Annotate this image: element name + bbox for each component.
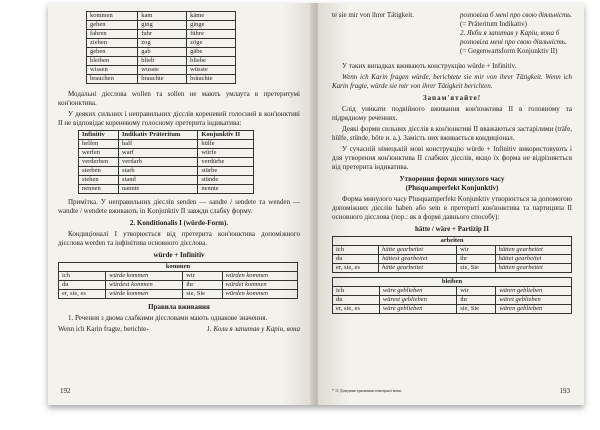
table-cell: du bbox=[333, 255, 379, 264]
table-cell: würde kommen bbox=[106, 272, 183, 281]
avoid-paragraph: Слід уникати подвійного вживання кон'юнктива II в головному та підрядному реченнях. bbox=[332, 105, 572, 122]
table-cell: kam bbox=[138, 12, 187, 21]
table-cell: würfe bbox=[198, 149, 254, 158]
table-cell: brauchen bbox=[87, 75, 138, 84]
table-header-cell: Indikativ Präteritum bbox=[119, 131, 198, 140]
table-row bbox=[333, 305, 572, 314]
rule-1-paragraph: 1. Речення з двома слабкими дієсловами мають однакове значення. bbox=[68, 314, 268, 322]
table-row bbox=[59, 290, 298, 299]
table-row bbox=[333, 296, 572, 305]
plusquamperfekt-title: (Plusquamperfekt Konjunktiv) bbox=[405, 184, 499, 192]
table-cell: kommen bbox=[87, 12, 138, 21]
gegenwartsform-note: (= Gegenwartsform Konjunktiv II) bbox=[460, 47, 558, 55]
table-cell: wäre geblieben bbox=[379, 305, 456, 314]
table-cell: bräuchte bbox=[187, 75, 236, 84]
bleiben-header: bleiben bbox=[333, 278, 572, 287]
page-number-left: 192 bbox=[60, 387, 71, 395]
table-cell: würden kommen bbox=[222, 290, 298, 299]
table-cell: er, sie, es bbox=[333, 305, 380, 314]
irregular-verbs-paragraph: У деяких сильних і неправильних дієслів кореневий голосний в кон'юнктиві II не відповідає кореневому голосному претерита індикатива: bbox=[58, 110, 300, 127]
table-header-cell: Konjunktiv II bbox=[198, 131, 254, 140]
table-cell: wir bbox=[457, 246, 495, 255]
table-cell: sterben bbox=[79, 167, 119, 176]
table-row bbox=[79, 185, 254, 194]
table-row bbox=[87, 21, 236, 30]
continuation-german: te sie mir von ihrer Tätigkeit. bbox=[332, 11, 414, 19]
open-book bbox=[48, 3, 584, 405]
left-page bbox=[48, 3, 314, 405]
table-header-cell: Infinitiv bbox=[79, 131, 119, 140]
arbeiten-header: arbeiten bbox=[333, 237, 572, 246]
vowel-change-table bbox=[78, 130, 254, 194]
construction-paragraph: У таких випадках вживають конструкцію würde + Infinitiv. bbox=[342, 62, 517, 70]
table-cell: würde kommen bbox=[106, 290, 183, 299]
table-cell: wären geblieben bbox=[496, 287, 572, 296]
table-cell: helfen bbox=[79, 140, 119, 149]
table-cell: hättest gearbeitet bbox=[379, 255, 457, 264]
example-2: 2. Якби я запитав у Карін, вона б розповіла мені про свою діяльність. bbox=[460, 29, 567, 46]
table-row bbox=[79, 158, 254, 167]
table-cell: ich bbox=[333, 246, 379, 255]
past-tense-title: Утворення форми минулого часу bbox=[399, 175, 505, 183]
page-number-right: 193 bbox=[559, 387, 570, 395]
footnote: * 11 Довідник граматики німецької мови bbox=[332, 388, 402, 393]
table-cell: würden kommen bbox=[222, 272, 298, 281]
table-cell: hätte gearbeitet bbox=[379, 264, 457, 273]
table-row bbox=[59, 272, 298, 281]
table-cell: verdürbe bbox=[198, 158, 254, 167]
table-cell: wärest geblieben bbox=[379, 296, 456, 305]
table-cell: sie, Sie bbox=[457, 305, 496, 314]
table-cell: nennen bbox=[79, 185, 119, 194]
table-cell: hätten gearbeitet bbox=[495, 264, 571, 273]
table-cell: wir bbox=[183, 272, 222, 281]
table-row bbox=[79, 149, 254, 158]
table-cell: bliebe bbox=[187, 57, 236, 66]
table-row bbox=[87, 75, 236, 84]
table-cell: ginge bbox=[187, 21, 236, 30]
table-cell: warf bbox=[119, 149, 198, 158]
table-cell: stürbe bbox=[198, 167, 254, 176]
table-cell: starb bbox=[119, 167, 198, 176]
archaic-forms-paragraph: Деякі форми сильних дієслів в кон'юнктиві II вважаються застарілими (träfe, hülfe, stünde, böte и. а.). Замість них вживається кондиціонал. bbox=[332, 125, 572, 142]
table-cell: verdarb bbox=[119, 158, 198, 167]
modal-verbs-paragraph: Модальні дієслова wollen та sollen не мають умлаута в претеритумі кон'юнктива. bbox=[58, 90, 300, 107]
table-row bbox=[87, 39, 236, 48]
table-cell: würdet kommen bbox=[222, 281, 298, 290]
plusquamperfekt-paragraph: Форма минулого часу Plusquamperfekt Konjunktiv утворюється за допомогою допоміжних дієслів haben або sein в претериті кон'юнктива та партиципа II основного дієслова (пор.: як в формі давнього способу): bbox=[332, 195, 572, 221]
example-ukrainian: 1. Коли я запитав у Карін, вона bbox=[206, 325, 300, 333]
table-cell: wissen bbox=[87, 66, 138, 75]
konditionalis-paragraph: Кондиціоналі I утворюється від претерита кон'юнктива допоміжного дієслова werden та інфінітива основного дієслова. bbox=[58, 230, 300, 247]
table-cell: hätten gearbeitet bbox=[495, 246, 571, 255]
table-cell: stünde bbox=[198, 176, 254, 185]
table-cell: ihr bbox=[457, 255, 495, 264]
remember-title: Запам'ятайте! bbox=[422, 94, 482, 102]
table-row bbox=[87, 66, 236, 75]
table-cell: werfen bbox=[79, 149, 119, 158]
table-cell: wusste bbox=[138, 66, 187, 75]
modern-usage-paragraph: У сучасній німецькій мові конструкцію würde + Infinitiv використовують і для утворення кон'юнктива II слабких дієслів, якщо їх форма не відрізняється від претерита індикатива. bbox=[332, 145, 572, 171]
table-cell: sie, Sie bbox=[183, 290, 222, 299]
arbeiten-conjugation-table bbox=[332, 236, 572, 273]
table-cell: hülfe bbox=[198, 140, 254, 149]
table-cell: wäret geblieben bbox=[496, 296, 572, 305]
kommen-header: kommen bbox=[59, 263, 298, 272]
table-cell: würdest kommen bbox=[106, 281, 183, 290]
table-row bbox=[59, 281, 298, 290]
table-cell: ziehen bbox=[87, 39, 138, 48]
table-cell: wüsste bbox=[187, 66, 236, 75]
table-cell: sie, Sie bbox=[457, 264, 495, 273]
table-cell: du bbox=[59, 281, 106, 290]
right-page bbox=[318, 3, 584, 405]
table-cell: führe bbox=[187, 30, 236, 39]
table-cell: wäre geblieben bbox=[379, 287, 456, 296]
table-cell: bleiben bbox=[87, 57, 138, 66]
kommen-conjugation-table bbox=[58, 262, 298, 299]
table-cell: gäbe bbox=[187, 48, 236, 57]
table-cell: half bbox=[119, 140, 198, 149]
table-cell: blieb bbox=[138, 57, 187, 66]
continuation-ukrainian: розповіла б мені про свою діяльність. bbox=[460, 11, 573, 19]
table-cell: verderben bbox=[79, 158, 119, 167]
table-cell: du bbox=[333, 296, 380, 305]
table-row bbox=[87, 12, 236, 21]
table-cell: wir bbox=[457, 287, 496, 296]
table-cell: zöge bbox=[187, 39, 236, 48]
table-row bbox=[333, 246, 572, 255]
table-row bbox=[79, 140, 254, 149]
table-cell: stand bbox=[119, 176, 198, 185]
table-cell: er, sie, es bbox=[333, 264, 379, 273]
table-cell: ich bbox=[59, 272, 106, 281]
bleiben-conjugation-table bbox=[332, 277, 572, 314]
table-cell: geben bbox=[87, 48, 138, 57]
table-cell: fahren bbox=[87, 30, 138, 39]
table-row bbox=[87, 30, 236, 39]
table-cell: ihr bbox=[183, 281, 222, 290]
table-cell: zog bbox=[138, 39, 187, 48]
table-cell: nannte bbox=[119, 185, 198, 194]
table-row bbox=[79, 167, 254, 176]
table-cell: brauchte bbox=[138, 75, 187, 84]
table-cell: hätte gearbeitet bbox=[379, 246, 457, 255]
example-german: Wenn ich Karin fragte, berichte- bbox=[58, 325, 149, 333]
table-row bbox=[333, 264, 572, 273]
table-cell: ihr bbox=[457, 296, 496, 305]
table-cell: käme bbox=[187, 12, 236, 21]
table-cell: hättet gearbeitet bbox=[495, 255, 571, 264]
preterite-note: (= Präteritum Indikativ) bbox=[460, 20, 527, 28]
formula-hatte: hätte / wäre + Partizip II bbox=[414, 225, 490, 233]
note-paragraph: Примітка. У неправильних дієслів senden — sandte / sendete та wenden — wandte / wendete вживають in Konjunktiv II завжди слабку форму. bbox=[58, 198, 300, 215]
table-cell: ging bbox=[138, 21, 187, 30]
table-row bbox=[87, 48, 236, 57]
table-row bbox=[87, 57, 236, 66]
table-cell: wären geblieben bbox=[496, 305, 572, 314]
formula-wurde: würde + Infinitiv bbox=[153, 251, 205, 259]
table-row bbox=[79, 176, 254, 185]
table-cell: gab bbox=[138, 48, 187, 57]
table-cell: geben bbox=[87, 21, 138, 30]
table-row bbox=[333, 287, 572, 296]
table-cell: nennte bbox=[198, 185, 254, 194]
table-cell: er, sie, es bbox=[59, 290, 106, 299]
table-cell: fuhr bbox=[138, 30, 187, 39]
construction-example: Wenn ich Karin fragen würde, berichtete sie mir von ihrer Tätigkeit. Wenn ich Karin fragte, würde sie mir von ihrer Tätigkeit berichten. bbox=[332, 73, 572, 90]
table-cell: ich bbox=[333, 287, 380, 296]
section-2-title: 2. Konditionalis I (würde-Form). bbox=[129, 219, 229, 227]
strong-verbs-table bbox=[86, 11, 236, 84]
table-row bbox=[333, 255, 572, 264]
rules-title: Правила вживання bbox=[148, 303, 210, 311]
table-cell: stehen bbox=[79, 176, 119, 185]
